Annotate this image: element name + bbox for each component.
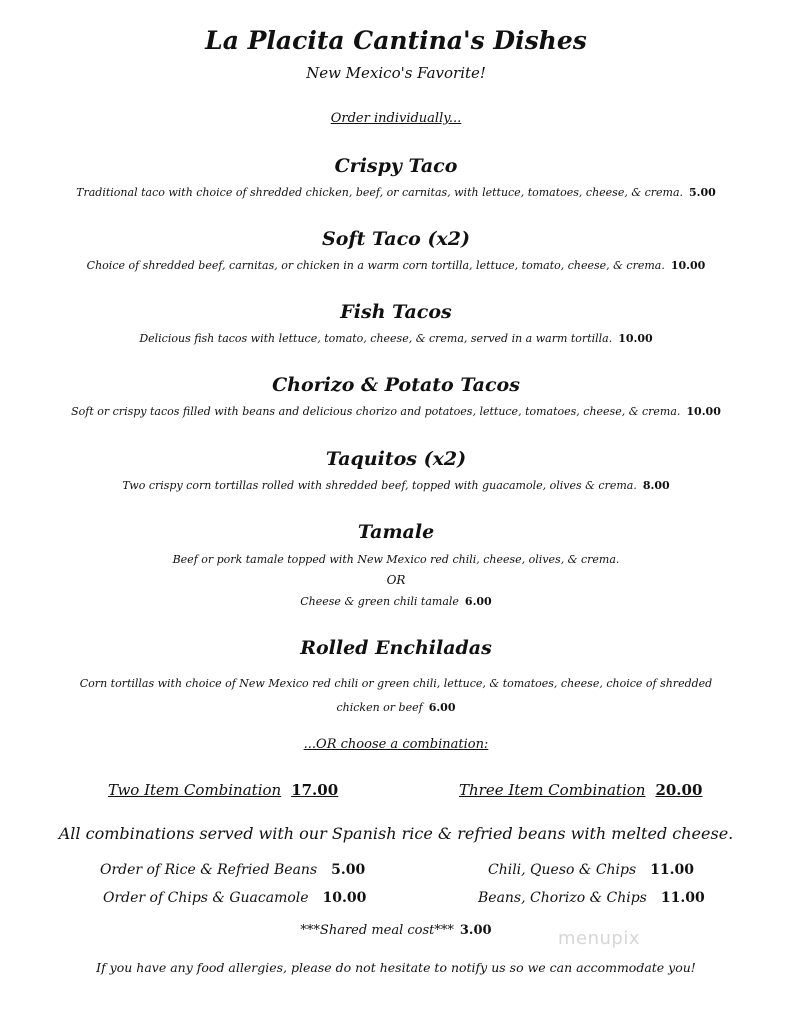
side-chili-queso-chips: Chili, Queso & Chips 11.00 — [488, 862, 695, 878]
dish-price: 10.00 — [618, 332, 653, 345]
dish-price: 8.00 — [642, 479, 670, 492]
dish-description-chorizo-potato-tacos: Soft or crispy tacos filled with beans and delicious chorizo and potatoes, lettuce, tomatoes, cheese, & crema. 10.00 — [71, 405, 721, 418]
dish-name-soft-taco: Soft Taco (x2) — [322, 228, 470, 250]
dish-name-tamale: Tamale — [357, 521, 435, 543]
dish-description-rolled-enchiladas: Corn tortillas with choice of New Mexico red chili or green chili, lettuce, & tomatoes, cheese, choice of shredded — [79, 677, 713, 690]
individual-heading: Order individually... — [330, 111, 462, 126]
dish-name-rolled-enchiladas: Rolled Enchiladas — [300, 637, 492, 659]
tamale-or-divider: OR — [386, 573, 406, 587]
menu-subtitle: New Mexico's Favorite! — [306, 64, 486, 82]
dish-price: 10.00 — [686, 405, 721, 418]
side-price: 11.00 — [650, 862, 695, 878]
combo-price: 20.00 — [655, 781, 703, 799]
combo-three-item: Three Item Combination 20.00 — [459, 781, 703, 799]
side-price: 5.00 — [331, 862, 366, 878]
dish-description-tamale: Beef or pork tamale topped with New Mexico red chili, cheese, olives, & crema. — [172, 553, 620, 566]
dish-description-crispy-taco: Traditional taco with choice of shredded chicken, beef, or carnitas, with lettuce, tomatoes, cheese, & crema. 5.00 — [76, 186, 716, 199]
dish-description-soft-taco: Choice of shredded beef, carnitas, or chicken in a warm corn tortilla, lettuce, tomato, cheese, & crema. 10.00 — [86, 259, 706, 272]
side-price: 11.00 — [660, 890, 705, 906]
dish-price: 10.00 — [670, 259, 706, 272]
dish-price: 5.00 — [689, 186, 716, 199]
dish-price: 6.00 — [464, 595, 492, 608]
dish-name-crispy-taco: Crispy Taco — [334, 155, 458, 177]
shared-meal-price: 3.00 — [459, 923, 492, 938]
side-rice-refried-beans: Order of Rice & Refried Beans 5.00 — [100, 862, 366, 878]
dish-name-chorizo-potato-tacos: Chorizo & Potato Tacos — [272, 374, 520, 396]
combo-price: 17.00 — [291, 781, 339, 799]
shared-meal-cost: ***Shared meal cost*** 3.00 — [300, 923, 492, 938]
dish-description-taquitos: Two crispy corn tortillas rolled with shredded beef, topped with guacamole, olives & crema. 8.00 — [122, 479, 670, 492]
allergy-note: If you have any food allergies, please do not hesitate to notify us so we can accommodate you! — [96, 960, 696, 975]
side-beans-chorizo-chips: Beans, Chorizo & Chips 11.00 — [478, 890, 705, 906]
dish-price: 6.00 — [428, 701, 456, 714]
watermark: menupix — [558, 928, 641, 949]
dish-description-tamale-alt: Cheese & green chili tamale 6.00 — [300, 595, 492, 608]
side-chips-guacamole: Order of Chips & Guacamole 10.00 — [103, 890, 367, 906]
combination-note: All combinations served with our Spanish rice & refried beans with melted cheese. — [58, 824, 734, 843]
dish-description-rolled-enchiladas-cont: chicken or beef 6.00 — [336, 701, 456, 714]
combination-heading: ...OR choose a combination: — [303, 737, 489, 752]
menu-title: La Placita Cantina's Dishes — [205, 26, 587, 55]
side-price: 10.00 — [322, 890, 367, 906]
combo-two-item: Two Item Combination 17.00 — [108, 781, 339, 799]
dish-name-taquitos: Taquitos (x2) — [325, 448, 467, 470]
dish-name-fish-tacos: Fish Tacos — [340, 301, 452, 323]
dish-description-fish-tacos: Delicious fish tacos with lettuce, tomato, cheese, & crema, served in a warm tortilla. 10.00 — [139, 332, 653, 345]
